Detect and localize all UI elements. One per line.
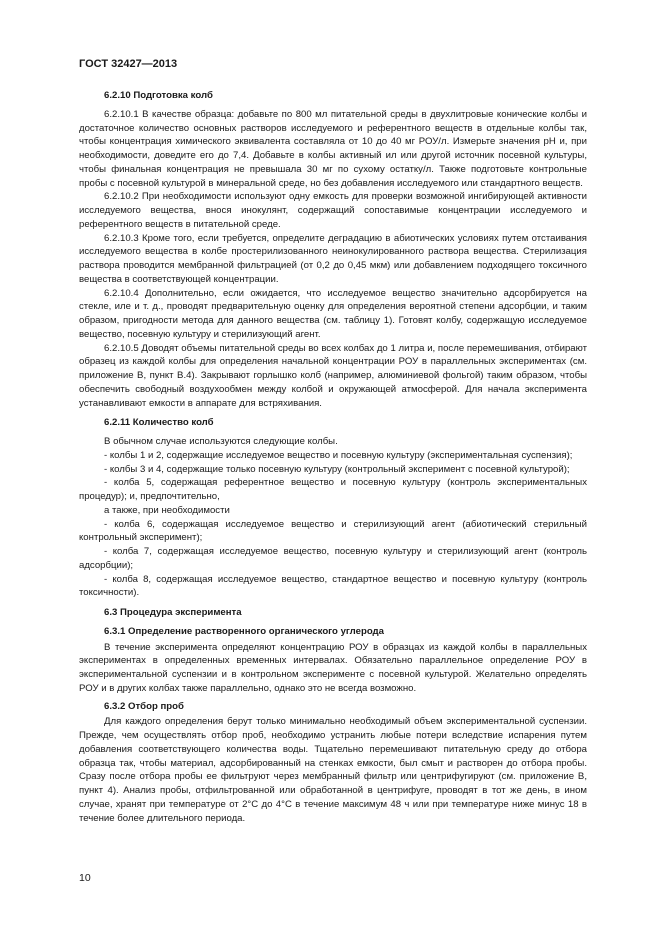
- paragraph: а также, при необходимости: [104, 504, 230, 516]
- paragraph: 6.2.10.2 При необходимости используют одну емкость для проверки возможной ингибирующей активности исследуемого вещества, внося инокулянт, содержащий сопоставимые концентрации исследуемого и референтного веществ в питательной среде.: [79, 191, 587, 230]
- paragraph: 6.2.10.5 Доводят объемы питательной среды во всех колбах до 1 литра и, после перемешивания, отбирают образец из каждой колбы для определения начальной концентрации РОУ в параллельных экспериментах (см. приложение В, пункт В.4). Закрывают горлышко колб (например, алюминиевой фольгой) таким образом, чтобы обеспечить свободный воздухообмен между колбой и окружающей атмосферой. Для начала эксперимента устанавливают емкости в аппарате для встряхивания.: [79, 342, 587, 409]
- subsection-heading: 6.3.1 Определение растворенного органического углерода: [104, 625, 384, 637]
- paragraph: В течение эксперимента определяют концентрацию РОУ в образцах из каждой колбы в параллельных экспериментах в определенных временных интервалах. Обязательно параллельное определение РОУ в экспериментальной суспензии и в контрольном эксперименте с посевной культурой. Желательно определять РОУ и в других колбах также параллельно, однако это не всегда возможно.: [79, 641, 587, 694]
- subsection-heading: 6.3.2 Отбор проб: [104, 700, 184, 712]
- section-heading: 6.2.11 Количество колб: [104, 417, 214, 429]
- paragraph: 6.2.10.3 Кроме того, если требуется, определите деградацию в абиотических условиях путем отстаивания исследуемого вещества в колбе простерилизованного неинокулированного раствора вещества. Стерилизация раствора проводится мембранной фильтрацией (от 0,2 до 0,45 мкм) или добавлением подходящего токсичного вещества в соответствующей концентрации.: [79, 232, 587, 285]
- list-item: - колба 8, содержащая исследуемое вещество, стандартное вещество и посевную культуру (контроль токсичности).: [79, 573, 587, 599]
- page-content: [79, 88, 587, 825]
- list-item: - колбы 1 и 2, содержащие исследуемое вещество и посевную культуру (экспериментальная суспензия);: [104, 449, 573, 461]
- section-heading: 6.3 Процедура эксперимента: [104, 607, 242, 618]
- list-item: - колба 5, содержащая референтное вещество и посевную культуру (контроль экспериментальных процедур); и, предпочтительно,: [79, 477, 587, 502]
- list-item: - колба 7, содержащая исследуемое вещество, посевную культуру и стерилизующий агент (контроль адсорбции);: [79, 546, 587, 571]
- paragraph: Для каждого определения берут только минимально необходимый объем экспериментальной суспензии. Прежде, чем осуществлять отбор проб, необходимо устранить любые потери вследствие испарения путем добавления соответствующего количества воды. Тщательно перемешивают питательную среду до отбора образца так, чтобы материал, адсорбированный на стенках емкости, был смыт и растворен до отбора пробы. Сразу после отбора пробы ее фильтруют через мембранный фильтр или центрифугируют (см. приложение В, пункт 4). Анализ пробы, отфильтрованной или обработанной в центрифуге, проводят в тот же день, в ином случае, хранят при температуре от 2°С до 4°С в течение максимум 48 ч или при температуре ниже минус 18 в течение более длительного периода.: [79, 716, 587, 824]
- page-number: 10: [79, 872, 91, 884]
- paragraph: 6.2.10.4 Дополнительно, если ожидается, что исследуемое вещество значительно адсорбируется на стекле, иле и т. д., проводят предварительную оценку для определения вероятной степени адсорбции, и таким образом, пригодности метода для данного вещества (см. таблицу 1). Готовят колбу, содержащую исследуемое вещество, посевную культуру и стерилизующий агент.: [79, 287, 587, 340]
- list-item: - колбы 3 и 4, содержащие только посевную культуру (контрольный эксперимент с посевной культурой);: [104, 463, 570, 475]
- list-item: - колба 6, содержащая исследуемое вещество и стерилизующий агент (абиотический стерильный контрольный эксперимент);: [79, 518, 587, 544]
- paragraph: В обычном случае используются следующие колбы.: [104, 436, 338, 447]
- document-header: ГОСТ 32427—2013: [79, 58, 178, 70]
- section-heading: 6.2.10 Подготовка колб: [104, 90, 213, 101]
- paragraph: 6.2.10.1 В качестве образца: добавьте по 800 мл питательной среды в двухлитровые конические колбы и достаточное количество основных растворов исследуемого и референтного веществ в отдельные колбы так, чтобы концентрация химического эквивалента составляла от 10 до 40 мг РОУ/л. Измерьте значения pH и, при необходимости, доведите его до 7,4. Добавьте в колбы активный ил или другой источник посевной культуры, чтобы финальная концентрация не превышала 30 мг по сухому остатку/л. Также подготовьте контрольные пробы с посевной культурой в минеральной среде, но без добавления исследуемого или стандартного веществ.: [79, 108, 587, 189]
